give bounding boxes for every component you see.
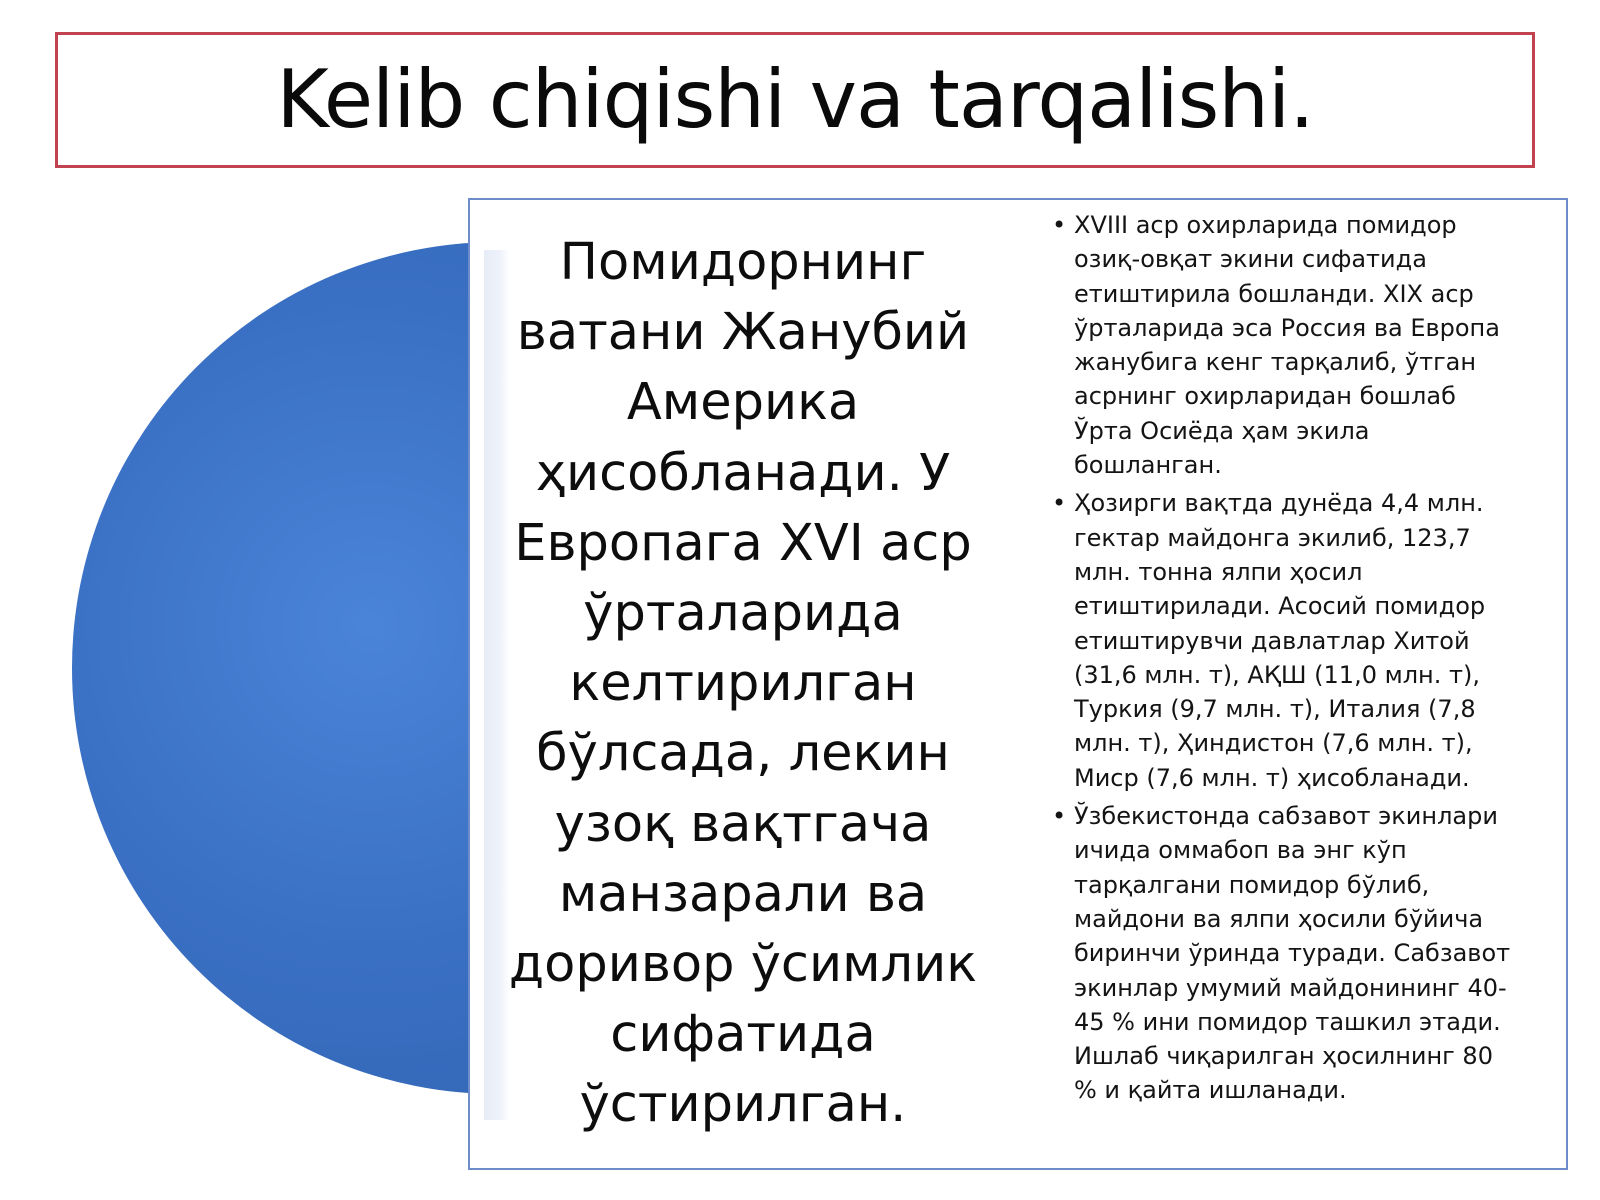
bullet-item xyxy=(1052,208,1512,482)
main-paragraph: Помидорнинг ватани Жанубий Америка ҳисобланади. У Европага XVI аср ўрталарида келтирилган бўлсада, лекин узоқ вақтгача манзарали ва доривор ўсимлик сифатида ўстирилган. xyxy=(508,233,978,1135)
title-frame xyxy=(55,32,1535,168)
slide-title: Kelib chiqishi va tarqalishi. xyxy=(276,53,1314,146)
bullet-list xyxy=(1052,208,1512,1112)
bullet-dot-icon: • xyxy=(1052,489,1067,518)
bullet-text: Ўзбекистонда сабзавот экинлари ичида оммабоп ва энг кўп тарқалгани помидор бўлиб, майдони ва ялпи ҳосили бўйича биринчи ўринда туради. Сабзавот экинлар умумий майдонининг 40-45 % ини помидор ташкил этади. Ишлаб чиқарилган ҳосилнинг 80 % и қайта ишланади. xyxy=(1074,802,1511,1105)
bullet-item xyxy=(1052,799,1512,1108)
bullet-item xyxy=(1052,486,1512,795)
bullet-dot-icon: • xyxy=(1052,802,1067,831)
bullet-text: XVIII аср охирларида помидор озиқ-овқат экини сифатида етиштирила бошланди. XIX аср ўрталарида эса Россия ва Европа жанубига кенг тарқалиб, ўтган асрнинг охирларидан бошлаб Ўрта Осиёда ҳам экила бошланган. xyxy=(1074,211,1500,480)
bullet-dot-icon: • xyxy=(1052,211,1067,239)
bullet-text: Ҳозирги вақтда дунёда 4,4 млн. гектар майдонга экилиб, 123,7 млн. тонна ялпи ҳосил етиштирилади. Асосий помидор етиштирувчи давлатлар Хитой (31,6 млн. т), АҚШ (11,0 млн. т), Туркия (9,7 млн. т), Италия (7,8 млн. т), Ҳиндистон (7,6 млн. т), Миср (7,6 млн. т) ҳисобланади. xyxy=(1074,489,1486,792)
